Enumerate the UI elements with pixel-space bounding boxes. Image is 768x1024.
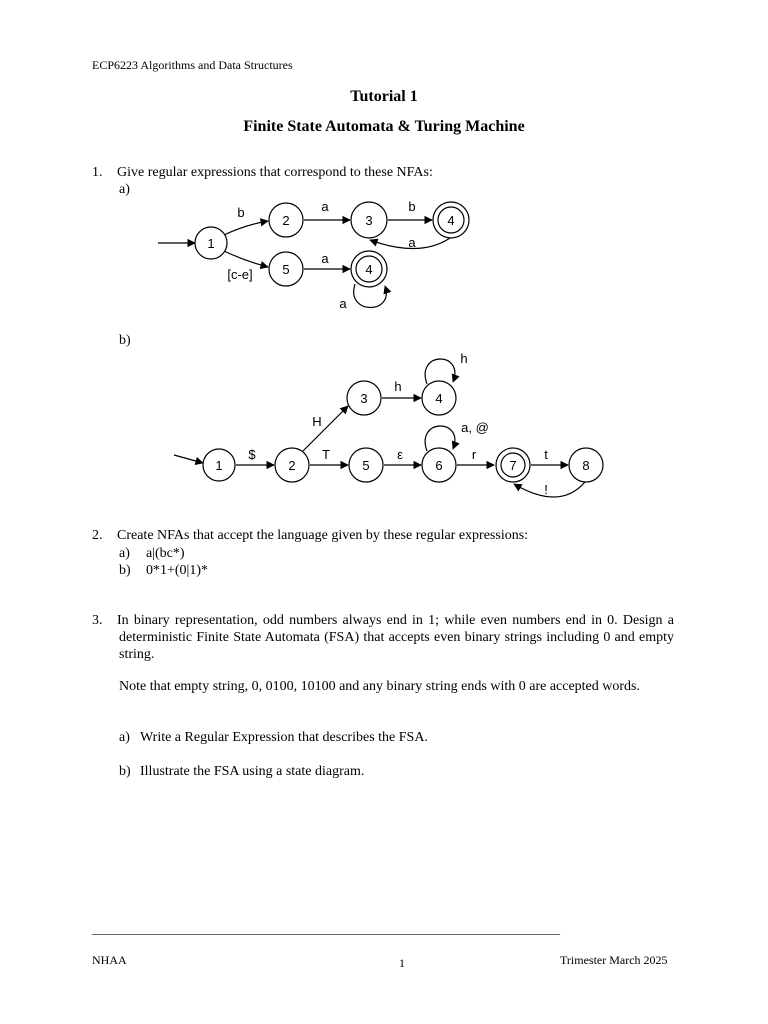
edge-1-2 <box>224 221 268 235</box>
edge-label: T <box>322 447 330 462</box>
edge-label: a <box>339 296 347 311</box>
q2-b-expr: 0*1+(0|1)* <box>146 563 209 578</box>
state-label: 6 <box>435 458 443 473</box>
footer-term: Trimester March 2025 <box>560 953 668 967</box>
edge-label: h <box>460 351 468 366</box>
edge-label: H <box>312 414 322 429</box>
edge-label: r <box>471 447 477 462</box>
q1-text: Give regular expressions that correspond to these NFAs: <box>117 165 433 180</box>
q3-text: In binary representation, odd numbers always end in 1; while even numbers end in 0. Design a deterministic Finite State Automata (FSA) that accepts even binary strings including 0 and empty string. <box>117 613 674 662</box>
edge-2-3 <box>303 406 348 451</box>
state-label: 8 <box>582 458 590 473</box>
edge-label: t <box>544 447 548 462</box>
q3-b-label: b) <box>119 764 131 779</box>
edge-label: a <box>321 199 329 214</box>
state-label: 5 <box>282 262 290 277</box>
state-label: 3 <box>365 213 373 228</box>
state-label: 7 <box>509 458 517 473</box>
state-label: 2 <box>282 213 290 228</box>
q3-a-text: Write a Regular Expression that describes the FSA. <box>140 730 428 745</box>
q1-number: 1. <box>92 165 103 180</box>
loop-4 <box>425 359 455 384</box>
edge-label: ! <box>544 482 548 497</box>
state-label: 4 <box>447 213 455 228</box>
state-label: 1 <box>215 458 223 473</box>
q2-a-label: a) <box>119 546 130 561</box>
footer-author: NHAA <box>92 953 127 967</box>
q3-a-label: a) <box>119 730 130 745</box>
tutorial-title: Tutorial 1 <box>350 88 418 105</box>
state-label: 4 <box>435 391 443 406</box>
state-label: 5 <box>362 458 370 473</box>
nfa-diagram-a <box>0 190 768 320</box>
q1-a-label: a) <box>119 182 130 197</box>
edge-label: $ <box>248 447 256 462</box>
edge-8-7 <box>514 482 585 497</box>
q3-b-text: Illustrate the FSA using a state diagram. <box>140 764 365 779</box>
q2-number: 2. <box>92 528 103 543</box>
edge-1-5 <box>224 251 268 267</box>
q2-b-label: b) <box>119 563 131 578</box>
q3-number: 3. <box>92 613 103 628</box>
edge-label: h <box>394 379 402 394</box>
loop-6 <box>425 426 455 451</box>
footer-rule: ______________________________________________________________________________ <box>92 922 560 936</box>
state-label: 4 <box>365 262 373 277</box>
nfa-diagram-b <box>0 346 768 506</box>
edge-label: a, @ <box>461 420 489 435</box>
edge-label: b <box>237 205 245 220</box>
state-label: 2 <box>288 458 296 473</box>
state-label: 1 <box>207 236 215 251</box>
edge-label: ε <box>397 447 403 462</box>
page-number: 1 <box>399 956 405 970</box>
state-label: 3 <box>360 391 368 406</box>
tutorial-subtitle: Finite State Automata & Turing Machine <box>243 118 525 135</box>
course-header: ECP6223 Algorithms and Data Structures <box>92 58 293 72</box>
edge-label: a <box>408 235 416 250</box>
edge-label: a <box>321 251 329 266</box>
q3-note: Note that empty string, 0, 0100, 10100 and any binary string ends with 0 are accepted words. <box>119 679 640 694</box>
q2-a-expr: a|(bc*) <box>146 546 185 561</box>
q1-b-label: b) <box>119 333 131 348</box>
edge-label: [c-e] <box>227 267 253 282</box>
start-arrow-b <box>174 455 203 463</box>
q2-text: Create NFAs that accept the language given by these regular expressions: <box>117 528 529 543</box>
edge-label: b <box>408 199 416 214</box>
